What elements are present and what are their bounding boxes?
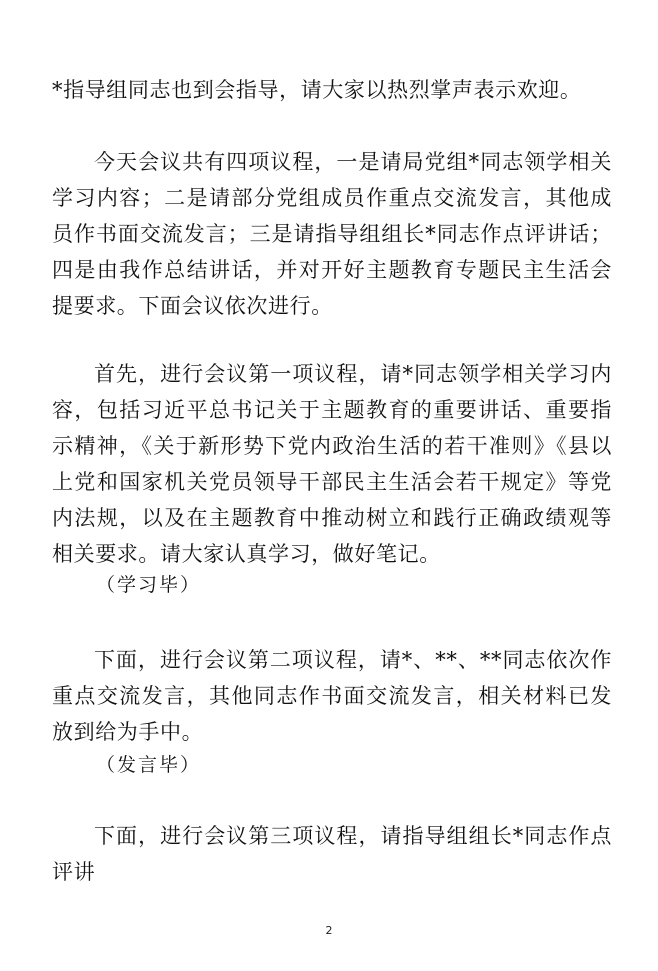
page-number: 2 [325, 924, 333, 937]
paragraph-welcome: *指导组同志也到会指导，请大家以热烈掌声表示欢迎。 [52, 78, 582, 102]
paragraph-first-agenda: 首先，进行会议第一项议程，请*同志领学相关学习内容，包括习近平总书记关于主题教育的重要讲话、重要指示精神，《关于新形势下党内政治生活的若干准则》《县以上党和国家机关党员领导干部民主生活会若干规定》等党内法规，以及在主题教育中推动树立和践行正确政绩观等相关要求。请大家认真学习，做好笔记。 [52, 362, 612, 566]
paragraph-second-agenda: 下面，进行会议第二项议程，请*、**、**同志依次作重点交流发言，其他同志作书面交流发言，相关材料已发放到给为手中。 [52, 648, 612, 744]
paragraph-third-agenda: 下面，进行会议第三项议程，请指导组组长*同志作点评讲 [52, 824, 612, 884]
paragraph-agenda-overview: 今天会议共有四项议程，一是请局党组*同志领学相关学习内容；二是请部分党组成员作重点交流发言，其他成员作书面交流发言；三是请指导组组长*同志作点评讲话；四是由我作总结讲话，并对开好主题教育专题民主生活会提要求。下面会议依次进行。 [52, 150, 612, 318]
note-study-finished: （学习毕） [96, 574, 202, 596]
note-speech-finished: （发言毕） [96, 754, 202, 776]
